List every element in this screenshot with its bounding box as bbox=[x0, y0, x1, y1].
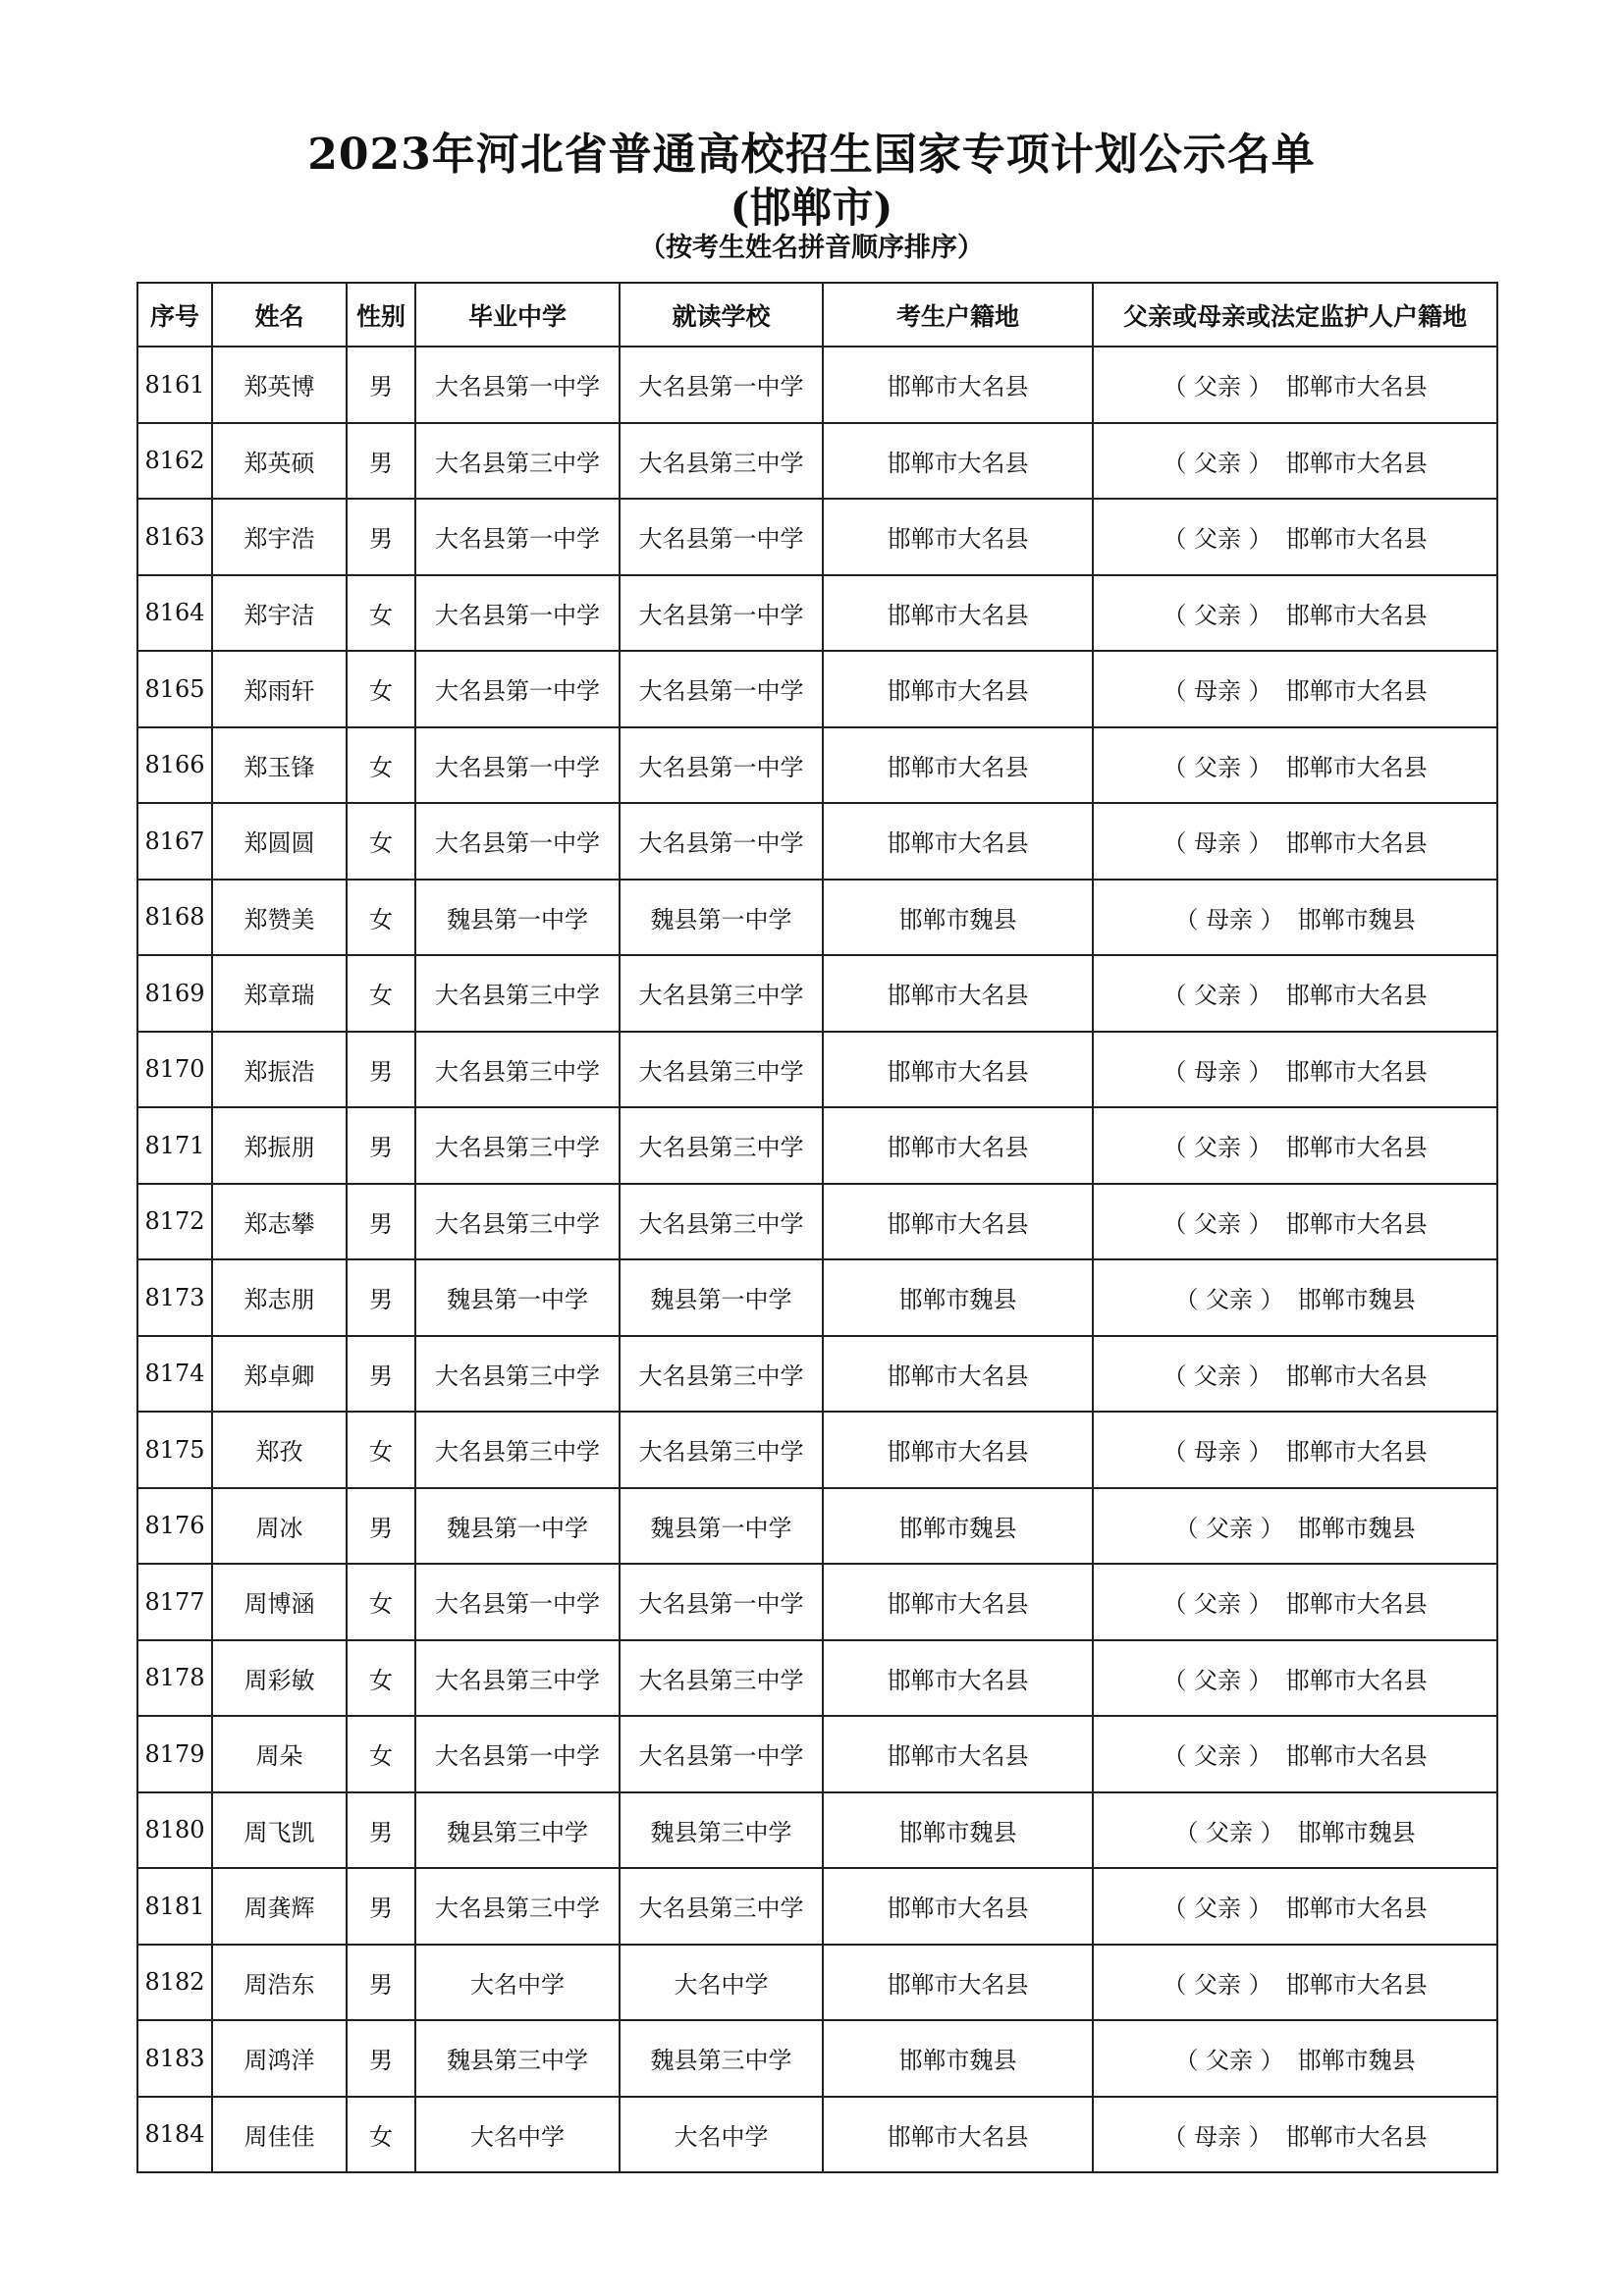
guardian-hukou: 邯郸市大名县 bbox=[1285, 1590, 1428, 1619]
cell-school: 魏县第三中学 bbox=[620, 1792, 823, 1869]
guardian-hukou: 邯郸市大名县 bbox=[1285, 449, 1428, 477]
cell-guardian bbox=[1093, 880, 1497, 956]
guardian-hukou: 邯郸市大名县 bbox=[1285, 373, 1428, 401]
cell-name: 郑雨轩 bbox=[212, 651, 347, 727]
cell-name: 周浩东 bbox=[212, 1945, 347, 2021]
guardian-relation: （ 父亲 ） bbox=[1163, 1895, 1272, 1923]
guardian-relation: （ 父亲 ） bbox=[1174, 1286, 1284, 1314]
guardian-relation: （ 母亲 ） bbox=[1163, 677, 1272, 706]
cell-no: 8183 bbox=[137, 2020, 212, 2097]
cell-name: 郑宇洁 bbox=[212, 575, 347, 652]
guardian-hukou: 邯郸市魏县 bbox=[1297, 2047, 1416, 2075]
cell-grad-school: 魏县第三中学 bbox=[415, 2020, 620, 2097]
cell-gender: 男 bbox=[347, 423, 415, 500]
cell-no: 8173 bbox=[137, 1259, 212, 1336]
cell-guardian bbox=[1093, 803, 1497, 880]
cell-no: 8179 bbox=[137, 1716, 212, 1792]
cell-no: 8164 bbox=[137, 575, 212, 652]
guardian-relation: （ 父亲 ） bbox=[1163, 601, 1272, 629]
guardian-hukou: 邯郸市大名县 bbox=[1285, 525, 1428, 554]
cell-guardian bbox=[1093, 955, 1497, 1032]
guardian-relation: （ 父亲 ） bbox=[1163, 1362, 1272, 1390]
cell-hukou: 邯郸市魏县 bbox=[823, 1259, 1093, 1336]
cell-hukou: 邯郸市魏县 bbox=[823, 1488, 1093, 1565]
cell-no: 8170 bbox=[137, 1032, 212, 1108]
header-hukou: 考生户籍地 bbox=[823, 283, 1093, 347]
cell-school: 大名县第三中学 bbox=[620, 423, 823, 500]
guardian-relation: （ 父亲 ） bbox=[1163, 982, 1272, 1010]
table-row bbox=[137, 1564, 1497, 1640]
cell-grad-school: 大名中学 bbox=[415, 1945, 620, 2021]
cell-name: 周飞凯 bbox=[212, 1792, 347, 1869]
cell-gender: 女 bbox=[347, 880, 415, 956]
guardian-relation: （ 父亲 ） bbox=[1163, 1742, 1272, 1771]
guardian-relation: （ 父亲 ） bbox=[1174, 2047, 1284, 2075]
cell-no: 8182 bbox=[137, 1945, 212, 2021]
cell-grad-school: 大名县第一中学 bbox=[415, 575, 620, 652]
guardian-hukou: 邯郸市大名县 bbox=[1285, 1895, 1428, 1923]
cell-no: 8172 bbox=[137, 1184, 212, 1260]
cell-gender: 女 bbox=[347, 2097, 415, 2173]
table-row bbox=[137, 1107, 1497, 1184]
cell-guardian bbox=[1093, 1716, 1497, 1792]
guardian-relation: （ 父亲 ） bbox=[1163, 1209, 1272, 1238]
cell-guardian bbox=[1093, 575, 1497, 652]
cell-gender: 男 bbox=[347, 1336, 415, 1413]
table-row bbox=[137, 1868, 1497, 1945]
cell-school: 大名中学 bbox=[620, 1945, 823, 2021]
cell-guardian bbox=[1093, 2097, 1497, 2173]
guardian-relation: （ 父亲 ） bbox=[1174, 1514, 1284, 1542]
cell-guardian bbox=[1093, 1259, 1497, 1336]
cell-grad-school: 大名县第三中学 bbox=[415, 423, 620, 500]
cell-hukou: 邯郸市大名县 bbox=[823, 575, 1093, 652]
document-subtitle: (邯郸市) bbox=[730, 184, 893, 232]
cell-hukou: 邯郸市大名县 bbox=[823, 1868, 1093, 1945]
cell-no: 8169 bbox=[137, 955, 212, 1032]
cell-grad-school: 魏县第三中学 bbox=[415, 1792, 620, 1869]
cell-gender: 女 bbox=[347, 1564, 415, 1640]
cell-grad-school: 大名县第三中学 bbox=[415, 1336, 620, 1413]
cell-hukou: 邯郸市大名县 bbox=[823, 1945, 1093, 2021]
table-row bbox=[137, 1792, 1497, 1869]
cell-hukou: 邯郸市大名县 bbox=[823, 803, 1093, 880]
table-row bbox=[137, 727, 1497, 804]
guardian-hukou: 邯郸市大名县 bbox=[1285, 1666, 1428, 1694]
guardian-relation: （ 父亲 ） bbox=[1163, 525, 1272, 554]
cell-school: 大名县第一中学 bbox=[620, 1716, 823, 1792]
cell-no: 8162 bbox=[137, 423, 212, 500]
guardian-relation: （ 母亲 ） bbox=[1174, 905, 1284, 934]
cell-guardian bbox=[1093, 1868, 1497, 1945]
cell-no: 8177 bbox=[137, 1564, 212, 1640]
cell-gender: 女 bbox=[347, 651, 415, 727]
table-row bbox=[137, 1259, 1497, 1336]
header-school: 就读学校 bbox=[620, 283, 823, 347]
table-row bbox=[137, 2097, 1497, 2173]
cell-no: 8176 bbox=[137, 1488, 212, 1565]
cell-school: 大名县第一中学 bbox=[620, 651, 823, 727]
cell-grad-school: 魏县第一中学 bbox=[415, 1259, 620, 1336]
cell-hukou: 邯郸市大名县 bbox=[823, 955, 1093, 1032]
cell-no: 8174 bbox=[137, 1336, 212, 1413]
cell-guardian bbox=[1093, 1412, 1497, 1488]
cell-school: 大名县第三中学 bbox=[620, 1640, 823, 1717]
cell-school: 大名县第一中学 bbox=[620, 1564, 823, 1640]
cell-name: 郑振浩 bbox=[212, 1032, 347, 1108]
guardian-hukou: 邯郸市大名县 bbox=[1285, 829, 1428, 858]
cell-school: 魏县第一中学 bbox=[620, 1259, 823, 1336]
cell-grad-school: 大名县第三中学 bbox=[415, 1032, 620, 1108]
cell-gender: 男 bbox=[347, 347, 415, 423]
cell-gender: 男 bbox=[347, 2020, 415, 2097]
cell-school: 大名县第三中学 bbox=[620, 955, 823, 1032]
guardian-relation: （ 母亲 ） bbox=[1163, 1057, 1272, 1086]
guardian-hukou: 邯郸市大名县 bbox=[1285, 677, 1428, 706]
cell-guardian bbox=[1093, 2020, 1497, 2097]
cell-grad-school: 大名中学 bbox=[415, 2097, 620, 2173]
guardian-hukou: 邯郸市大名县 bbox=[1285, 601, 1428, 629]
guardian-relation: （ 母亲 ） bbox=[1163, 2122, 1272, 2151]
cell-no: 8168 bbox=[137, 880, 212, 956]
cell-gender: 女 bbox=[347, 727, 415, 804]
cell-name: 郑振朋 bbox=[212, 1107, 347, 1184]
cell-grad-school: 大名县第三中学 bbox=[415, 1412, 620, 1488]
cell-name: 郑章瑞 bbox=[212, 955, 347, 1032]
cell-school: 魏县第一中学 bbox=[620, 1488, 823, 1565]
cell-name: 郑玉锋 bbox=[212, 727, 347, 804]
cell-hukou: 邯郸市魏县 bbox=[823, 880, 1093, 956]
cell-no: 8163 bbox=[137, 499, 212, 575]
cell-gender: 男 bbox=[347, 1945, 415, 2021]
cell-grad-school: 魏县第一中学 bbox=[415, 880, 620, 956]
table-row bbox=[137, 1336, 1497, 1413]
cell-grad-school: 魏县第一中学 bbox=[415, 1488, 620, 1565]
table-row bbox=[137, 347, 1497, 423]
cell-school: 大名县第一中学 bbox=[620, 499, 823, 575]
cell-grad-school: 大名县第三中学 bbox=[415, 1184, 620, 1260]
cell-hukou: 邯郸市大名县 bbox=[823, 1412, 1093, 1488]
cell-grad-school: 大名县第一中学 bbox=[415, 727, 620, 804]
table-row bbox=[137, 2020, 1497, 2097]
table-row bbox=[137, 955, 1497, 1032]
cell-guardian bbox=[1093, 347, 1497, 423]
table-row bbox=[137, 1032, 1497, 1108]
cell-guardian bbox=[1093, 423, 1497, 500]
table-header-row bbox=[137, 283, 1497, 347]
guardian-relation: （ 母亲 ） bbox=[1163, 1438, 1272, 1467]
guardian-hukou: 邯郸市大名县 bbox=[1285, 1209, 1428, 1238]
cell-gender: 女 bbox=[347, 575, 415, 652]
cell-hukou: 邯郸市大名县 bbox=[823, 1107, 1093, 1184]
cell-grad-school: 大名县第三中学 bbox=[415, 1868, 620, 1945]
cell-gender: 男 bbox=[347, 1107, 415, 1184]
header-name: 姓名 bbox=[212, 283, 347, 347]
table-row bbox=[137, 651, 1497, 727]
guardian-hukou: 邯郸市大名县 bbox=[1285, 1970, 1428, 1999]
table-body bbox=[137, 347, 1497, 2172]
cell-gender: 女 bbox=[347, 803, 415, 880]
cell-gender: 男 bbox=[347, 1868, 415, 1945]
cell-guardian bbox=[1093, 499, 1497, 575]
cell-name: 周博涵 bbox=[212, 1564, 347, 1640]
document-title: 2023年河北省普通高校招生国家专项计划公示名单 bbox=[307, 130, 1316, 180]
table-row bbox=[137, 1184, 1497, 1260]
cell-school: 大名县第一中学 bbox=[620, 727, 823, 804]
cell-grad-school: 大名县第一中学 bbox=[415, 499, 620, 575]
cell-gender: 男 bbox=[347, 1488, 415, 1565]
cell-guardian bbox=[1093, 1107, 1497, 1184]
cell-gender: 女 bbox=[347, 1716, 415, 1792]
table-row bbox=[137, 499, 1497, 575]
cell-gender: 男 bbox=[347, 1032, 415, 1108]
table-row bbox=[137, 1640, 1497, 1717]
guardian-relation: （ 父亲 ） bbox=[1163, 1666, 1272, 1694]
cell-hukou: 邯郸市大名县 bbox=[823, 727, 1093, 804]
guardian-relation: （ 父亲 ） bbox=[1163, 1970, 1272, 1999]
cell-guardian bbox=[1093, 1640, 1497, 1717]
header-guardian-hukou: 父亲或母亲或法定监护人户籍地 bbox=[1093, 283, 1497, 347]
header-no: 序号 bbox=[137, 283, 212, 347]
cell-hukou: 邯郸市魏县 bbox=[823, 2020, 1093, 2097]
table-row bbox=[137, 423, 1497, 500]
table-row bbox=[137, 1945, 1497, 2021]
cell-grad-school: 大名县第三中学 bbox=[415, 1640, 620, 1717]
cell-school: 大名县第三中学 bbox=[620, 1412, 823, 1488]
cell-no: 8167 bbox=[137, 803, 212, 880]
cell-hukou: 邯郸市大名县 bbox=[823, 1184, 1093, 1260]
cell-no: 8166 bbox=[137, 727, 212, 804]
cell-hukou: 邯郸市大名县 bbox=[823, 423, 1093, 500]
cell-hukou: 邯郸市大名县 bbox=[823, 347, 1093, 423]
cell-school: 大名中学 bbox=[620, 2097, 823, 2173]
cell-name: 郑圆圆 bbox=[212, 803, 347, 880]
cell-guardian bbox=[1093, 1564, 1497, 1640]
cell-school: 大名县第一中学 bbox=[620, 347, 823, 423]
table-row bbox=[137, 803, 1497, 880]
table-row bbox=[137, 880, 1497, 956]
guardian-hukou: 邯郸市大名县 bbox=[1285, 1134, 1428, 1162]
cell-guardian bbox=[1093, 1336, 1497, 1413]
guardian-hukou: 邯郸市大名县 bbox=[1285, 1438, 1428, 1467]
cell-no: 8181 bbox=[137, 1868, 212, 1945]
guardian-hukou: 邯郸市大名县 bbox=[1285, 1057, 1428, 1086]
guardian-hukou: 邯郸市魏县 bbox=[1297, 1514, 1416, 1542]
cell-grad-school: 大名县第一中学 bbox=[415, 347, 620, 423]
cell-no: 8175 bbox=[137, 1412, 212, 1488]
cell-name: 郑英博 bbox=[212, 347, 347, 423]
cell-guardian bbox=[1093, 1032, 1497, 1108]
cell-gender: 男 bbox=[347, 499, 415, 575]
cell-name: 郑志朋 bbox=[212, 1259, 347, 1336]
header-gender: 性别 bbox=[347, 283, 415, 347]
guardian-hukou: 邯郸市大名县 bbox=[1285, 982, 1428, 1010]
cell-no: 8161 bbox=[137, 347, 212, 423]
cell-hukou: 邯郸市大名县 bbox=[823, 1640, 1093, 1717]
cell-grad-school: 大名县第一中学 bbox=[415, 1564, 620, 1640]
cell-grad-school: 大名县第三中学 bbox=[415, 955, 620, 1032]
cell-name: 郑志攀 bbox=[212, 1184, 347, 1260]
cell-name: 周朵 bbox=[212, 1716, 347, 1792]
cell-guardian bbox=[1093, 651, 1497, 727]
cell-school: 大名县第三中学 bbox=[620, 1184, 823, 1260]
cell-name: 周鸿洋 bbox=[212, 2020, 347, 2097]
sort-note: （按考生姓名拼音顺序排序） bbox=[639, 233, 984, 263]
guardian-relation: （ 父亲 ） bbox=[1163, 753, 1272, 781]
cell-guardian bbox=[1093, 1488, 1497, 1565]
cell-name: 周佳佳 bbox=[212, 2097, 347, 2173]
cell-gender: 男 bbox=[347, 1792, 415, 1869]
cell-hukou: 邯郸市大名县 bbox=[823, 1716, 1093, 1792]
cell-guardian bbox=[1093, 1184, 1497, 1260]
cell-school: 魏县第一中学 bbox=[620, 880, 823, 956]
cell-hukou: 邯郸市魏县 bbox=[823, 1792, 1093, 1869]
guardian-hukou: 邯郸市大名县 bbox=[1285, 1362, 1428, 1390]
cell-hukou: 邯郸市大名县 bbox=[823, 2097, 1093, 2173]
cell-guardian bbox=[1093, 1945, 1497, 2021]
cell-name: 郑卓卿 bbox=[212, 1336, 347, 1413]
cell-gender: 女 bbox=[347, 1640, 415, 1717]
header-grad-school: 毕业中学 bbox=[415, 283, 620, 347]
cell-gender: 女 bbox=[347, 955, 415, 1032]
cell-gender: 男 bbox=[347, 1259, 415, 1336]
cell-grad-school: 大名县第一中学 bbox=[415, 1716, 620, 1792]
cell-grad-school: 大名县第三中学 bbox=[415, 1107, 620, 1184]
cell-no: 8178 bbox=[137, 1640, 212, 1717]
cell-hukou: 邯郸市大名县 bbox=[823, 499, 1093, 575]
guardian-hukou: 邯郸市魏县 bbox=[1297, 1286, 1416, 1314]
guardian-relation: （ 父亲 ） bbox=[1163, 1590, 1272, 1619]
cell-name: 周龚辉 bbox=[212, 1868, 347, 1945]
cell-school: 大名县第三中学 bbox=[620, 1336, 823, 1413]
cell-name: 周冰 bbox=[212, 1488, 347, 1565]
table-row bbox=[137, 575, 1497, 652]
cell-school: 大名县第三中学 bbox=[620, 1107, 823, 1184]
cell-no: 8180 bbox=[137, 1792, 212, 1869]
guardian-relation: （ 父亲 ） bbox=[1163, 449, 1272, 477]
cell-no: 8184 bbox=[137, 2097, 212, 2173]
guardian-hukou: 邯郸市大名县 bbox=[1285, 1742, 1428, 1771]
cell-hukou: 邯郸市大名县 bbox=[823, 1336, 1093, 1413]
table-row bbox=[137, 1488, 1497, 1565]
cell-name: 郑英硕 bbox=[212, 423, 347, 500]
cell-school: 大名县第一中学 bbox=[620, 575, 823, 652]
cell-hukou: 邯郸市大名县 bbox=[823, 651, 1093, 727]
cell-grad-school: 大名县第一中学 bbox=[415, 803, 620, 880]
roster-table bbox=[136, 282, 1498, 2173]
guardian-hukou: 邯郸市大名县 bbox=[1285, 2122, 1428, 2151]
table-row bbox=[137, 1412, 1497, 1488]
guardian-relation: （ 父亲 ） bbox=[1163, 1134, 1272, 1162]
cell-gender: 男 bbox=[347, 1184, 415, 1260]
guardian-hukou: 邯郸市魏县 bbox=[1297, 1818, 1416, 1846]
cell-no: 8165 bbox=[137, 651, 212, 727]
table-row bbox=[137, 1716, 1497, 1792]
cell-name: 周彩敏 bbox=[212, 1640, 347, 1717]
cell-school: 大名县第三中学 bbox=[620, 1868, 823, 1945]
cell-hukou: 邯郸市大名县 bbox=[823, 1032, 1093, 1108]
cell-school: 大名县第一中学 bbox=[620, 803, 823, 880]
cell-gender: 女 bbox=[347, 1412, 415, 1488]
guardian-relation: （ 母亲 ） bbox=[1163, 829, 1272, 858]
guardian-relation: （ 父亲 ） bbox=[1174, 1818, 1284, 1846]
cell-name: 郑赞美 bbox=[212, 880, 347, 956]
cell-school: 大名县第三中学 bbox=[620, 1032, 823, 1108]
guardian-relation: （ 父亲 ） bbox=[1163, 373, 1272, 401]
cell-school: 魏县第三中学 bbox=[620, 2020, 823, 2097]
guardian-hukou: 邯郸市大名县 bbox=[1285, 753, 1428, 781]
cell-guardian bbox=[1093, 1792, 1497, 1869]
guardian-hukou: 邯郸市魏县 bbox=[1297, 905, 1416, 934]
cell-name: 郑孜 bbox=[212, 1412, 347, 1488]
cell-guardian bbox=[1093, 727, 1497, 804]
cell-name: 郑宇浩 bbox=[212, 499, 347, 575]
cell-grad-school: 大名县第一中学 bbox=[415, 651, 620, 727]
cell-no: 8171 bbox=[137, 1107, 212, 1184]
cell-hukou: 邯郸市大名县 bbox=[823, 1564, 1093, 1640]
